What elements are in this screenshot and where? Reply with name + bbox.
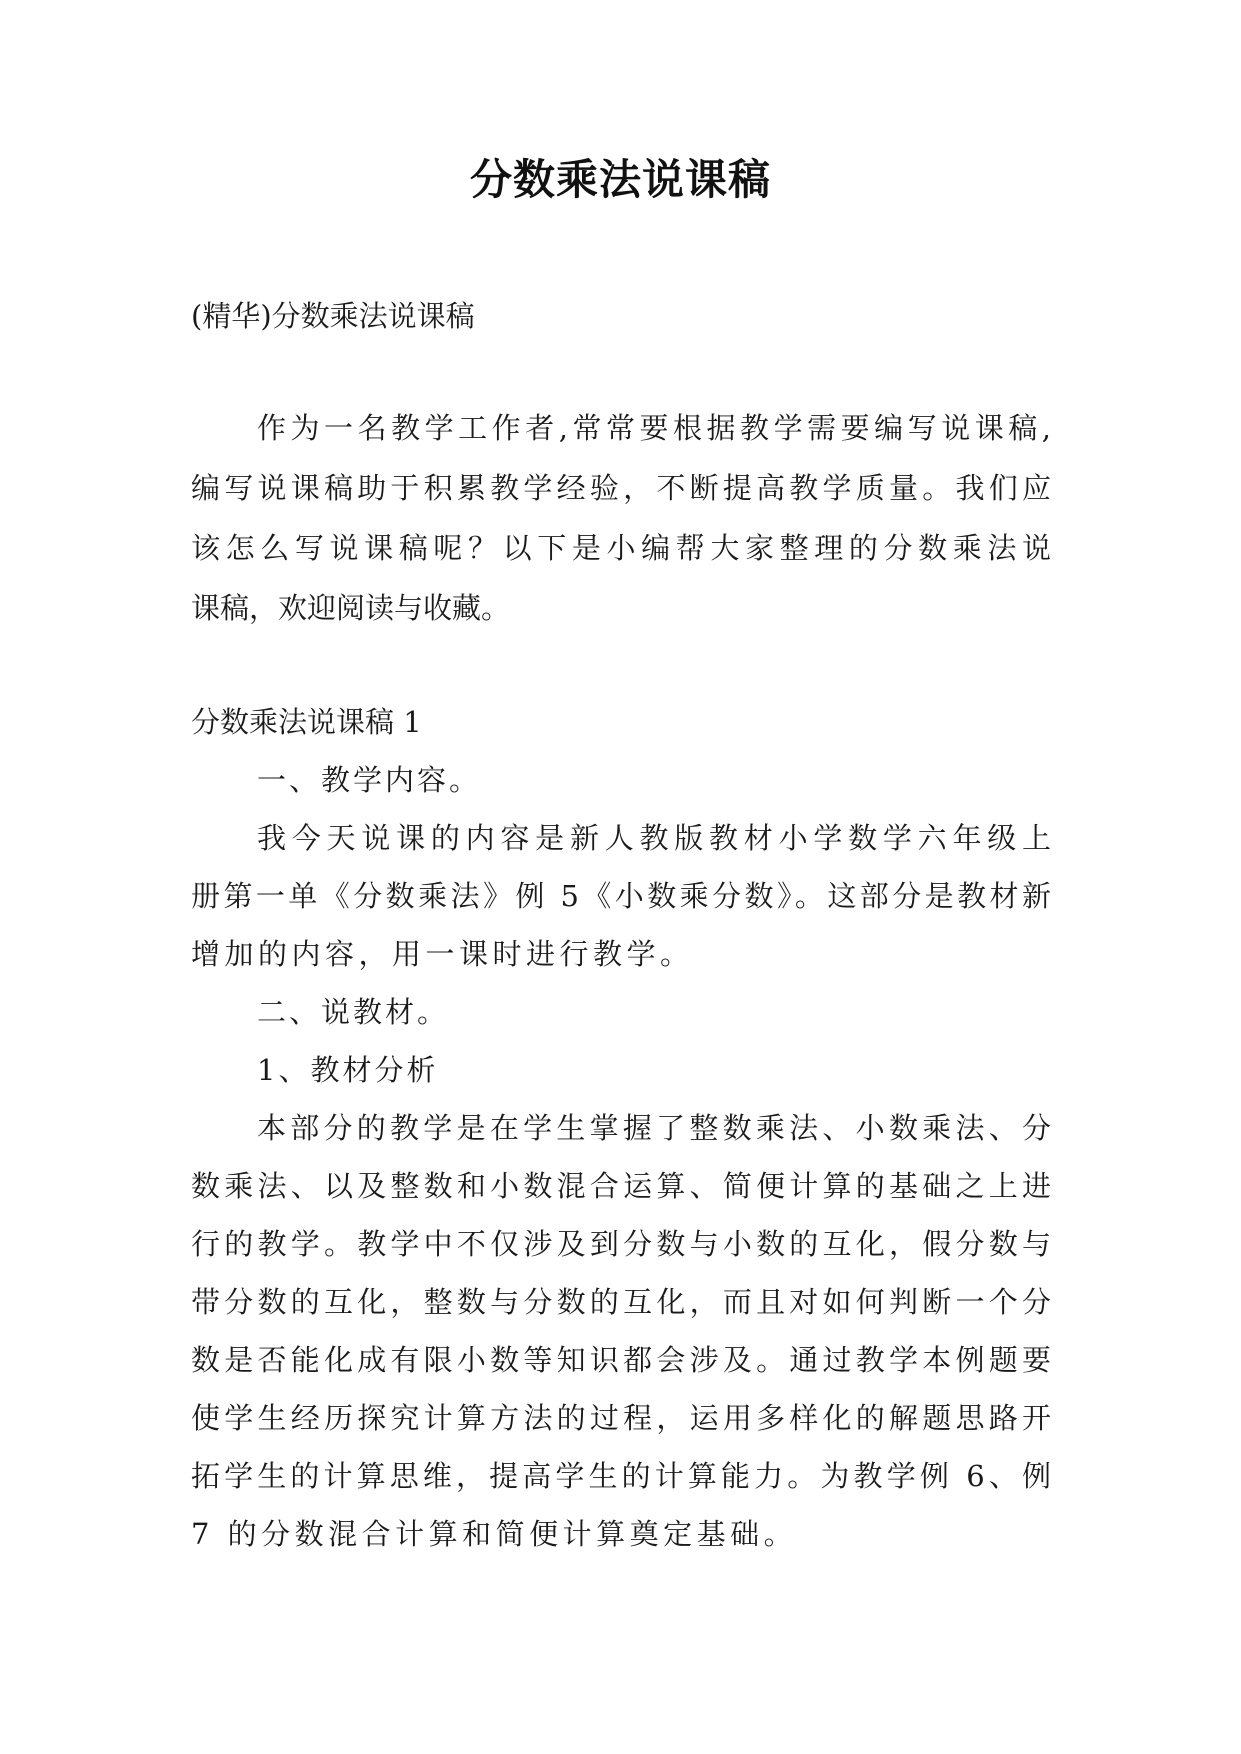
para2-line-7: 拓学生的计算思维，提高学生的计算能力。为教学例 6、例 [191, 1459, 1051, 1493]
para2-line-1: 本部分的教学是在学生掌握了整数乘法、小数乘法、分 [257, 1111, 1051, 1145]
para2-line-5: 数是否能化成有限小数等知识都会涉及。通过教学本例题要 [191, 1343, 1051, 1377]
intro-line-1: 作为一名教学工作者,常常要根据教学需要编写说课稿, [257, 411, 1051, 445]
section-heading: 分数乘法说课稿 1 [191, 705, 422, 739]
intro-line-4: 课稿，欢迎阅读与收藏。 [191, 591, 511, 625]
document-title: 分数乘法说课稿 [469, 155, 771, 204]
intro-line-3: 该怎么写说课稿呢？以下是小编帮大家整理的分数乘法说 [191, 531, 1051, 565]
section-item-teaching-content: 一、教学内容。 [257, 763, 482, 797]
intro-line-2: 编写说课稿助于积累教学经验，不断提高教学质量。我们应 [191, 471, 1051, 505]
para1-line-1: 我今天说课的内容是新人教版教材小学数学六年级上 [257, 821, 1051, 855]
para2-line-2: 数乘法、以及整数和小数混合运算、简便计算的基础之上进 [191, 1169, 1051, 1203]
para1-line-3: 增加的内容，用一课时进行教学。 [191, 937, 694, 971]
para1-line-2: 册第一单《分数乘法》例 5《小数乘分数》。这部分是教材新 [191, 879, 1051, 913]
section-subitem-textbook-analysis: 1、教材分析 [257, 1053, 439, 1087]
para2-line-3: 行的教学。教学中不仅涉及到分数与小数的互化，假分数与 [191, 1227, 1051, 1261]
para2-line-6: 使学生经历探究计算方法的过程，运用多样化的解题思路开 [191, 1401, 1051, 1435]
para2-line-8: 7 的分数混合计算和简便计算奠定基础。 [191, 1517, 798, 1551]
para2-line-4: 带分数的互化，整数与分数的互化，而且对如何判断一个分 [191, 1285, 1051, 1319]
section-item-textbook: 二、说教材。 [257, 995, 450, 1029]
document-subtitle: (精华)分数乘法说课稿 [191, 299, 475, 333]
